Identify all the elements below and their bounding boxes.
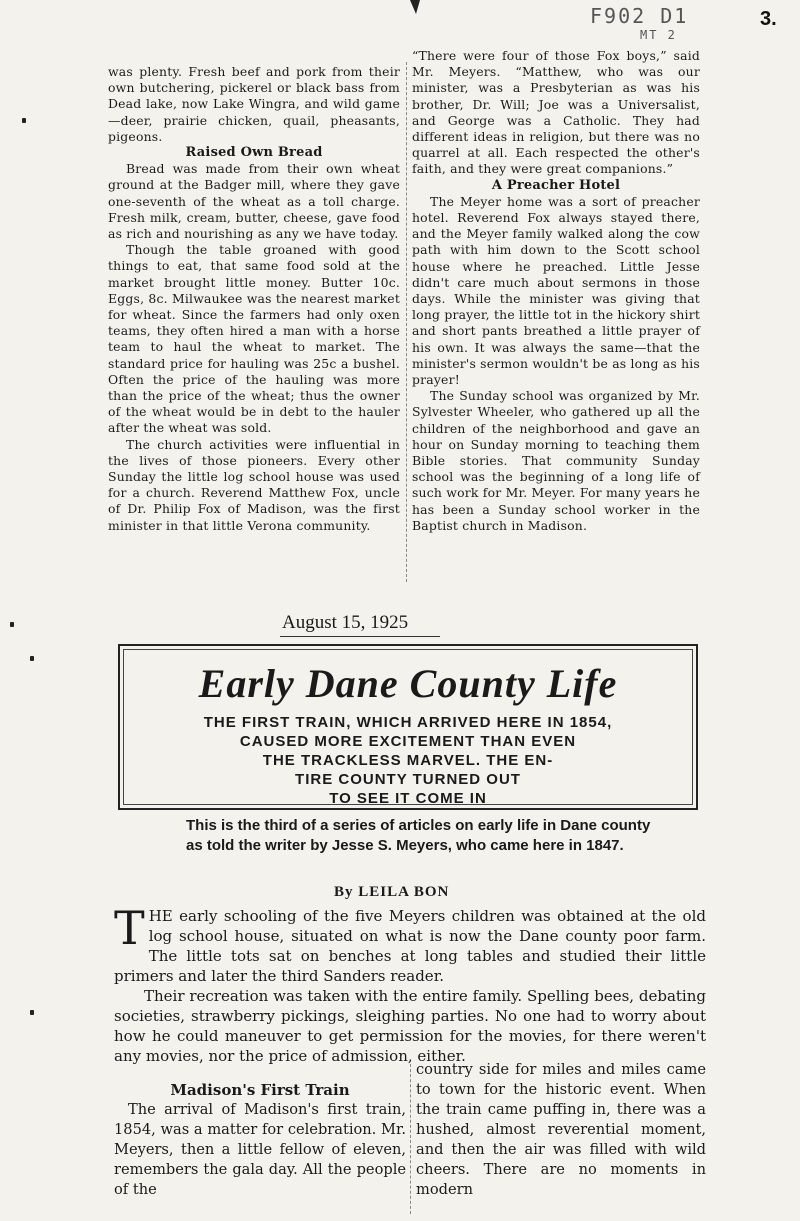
scan-mark xyxy=(410,0,420,14)
deck-line: TIRE COUNTY TURNED OUT xyxy=(295,771,521,788)
deck-line: THE TRACKLESS MARVEL. THE EN- xyxy=(262,752,554,769)
subhead: A Preacher Hotel xyxy=(491,177,621,193)
deck-line: THE FIRST TRAIN, WHICH ARRIVED HERE IN 1854, xyxy=(203,714,613,731)
paragraph: was plenty. Fresh beef and pork from their own butchering, pickerel or black bass from Dead lake, now Lake Wingra, and wild game—deer, prairie chicken, quail, pheasants, pigeons. xyxy=(108,64,400,144)
margin-dot xyxy=(30,1010,34,1015)
paragraph: Though the table groaned with good things to eat, that same food sold at the market brought little money. Butter 10c. Eggs, 8c. Milwaukee was the nearest market for wheat. Since the farmers had only oxen teams, they often hired a man with a horse team to haul the wheat to market. The standard price for hauling was 25c a bushel. Often the price of the hauling was more than the price of the wheat; thus the owner of the wheat would be in debt to the hauler after the wheat was sold. xyxy=(108,242,400,436)
drop-cap: T xyxy=(114,901,145,955)
paragraph: The church activities were influential in the lives of those pioneers. Every other Sunday the little log school house was used for a church. Reverend Matthew Fox, uncle of Dr. Philip Fox of Madison, was the first minister in that little Verona community. xyxy=(108,436,400,533)
subhead: Raised Own Bread xyxy=(185,145,323,161)
subhead: Madison's First Train xyxy=(170,1081,350,1099)
bottom-left-column xyxy=(114,1080,406,1200)
series-intro: This is the third of a series of articles on early life in Dane county as told the writer by Jesse S. Meyers, who came here in 1847. xyxy=(186,817,651,854)
deck-line: CAUSED MORE EXCITEMENT THAN EVEN xyxy=(239,733,577,750)
page-number: 3. xyxy=(760,8,777,30)
paragraph: THE early schooling of the five Meyers children was obtained at the old log school house, situated on what is now the Dane county poor farm. The little tots sat on benches at long tables and studied their little primers and later the third Sanders reader. xyxy=(114,901,706,985)
margin-dot xyxy=(22,118,26,123)
column-divider xyxy=(410,1064,411,1214)
paragraph: The arrival of Madison's first train, 1854, was a matter for celebration. Mr. Meyers, then a little fellow of eleven, remembers the gala day. All the people of the xyxy=(114,1101,406,1198)
margin-dot xyxy=(10,622,14,627)
article-body xyxy=(114,901,706,1066)
sub-annotation: MT 2 xyxy=(640,28,677,42)
headline-deck xyxy=(120,713,696,808)
date-underline xyxy=(280,636,440,637)
paragraph: “There were four of those Fox boys,” said Mr. Meyers. “Matthew, who was our minister, was a Presbyterian as was his brother, Dr. Will; Joe was a Universalist, and George was a Catholic. They had different ideas in religion, but there was no quarrel at all. Each respected the other's faith, and they were great companions.” xyxy=(412,48,700,177)
paragraph: country side for miles and miles came to town for the historic event. When the train came puffing in, there was a hushed, almost reverential moment, and then the air was filled with wild cheers. There are no moments in modern xyxy=(416,1061,706,1198)
byline: By LEILA BON xyxy=(334,884,450,900)
paragraph: Bread was made from their own wheat ground at the Badger mill, where they gave one-seventh of the wheat as a toll charge. Fresh milk, cream, butter, cheese, gave food as rich and nourishing as any we have today. xyxy=(108,161,400,242)
paragraph: The Meyer home was a sort of preacher hotel. Reverend Fox always stayed there, and the Meyer family walked along the cow path with him down to the Scott school house where he preached. Little Jesse didn't care much about sermons in those days. While the minister was giving that long prayer, the little tot in the hickory shirt and short pants breathed a little prayer of his own. It was always the same—that the minister's sermon wouldn't be as long as his prayer! xyxy=(412,193,700,388)
headline-box xyxy=(118,644,698,810)
bottom-right-column xyxy=(416,1060,706,1200)
top-right-column xyxy=(412,48,700,534)
catalog-annotation: F902 D1 xyxy=(590,4,689,28)
top-left-column xyxy=(108,64,400,534)
paragraph: Their recreation was taken with the entire family. Spelling bees, debating societies, strawberry pickings, sleighing parties. No one had to worry about how he could maneuver to get permission for the movies, for there weren't any movies, nor the price of admission, either. xyxy=(114,987,706,1065)
paragraph: The Sunday school was organized by Mr. Sylvester Wheeler, who gathered up all the children of the neighborhood and gave an hour on Sunday morning to teaching them Bible stories. That community Sunday school was the beginning of a long life of such work for Mr. Meyer. For many years he has been a Sunday school worker in the Baptist church in Madison. xyxy=(412,388,700,533)
date-line: August 15, 1925 xyxy=(282,612,409,633)
column-divider xyxy=(406,62,407,582)
margin-dot xyxy=(30,656,34,661)
headline-title: Early Dane County Life xyxy=(198,661,618,706)
deck-line: TO SEE IT COME IN xyxy=(329,790,487,807)
